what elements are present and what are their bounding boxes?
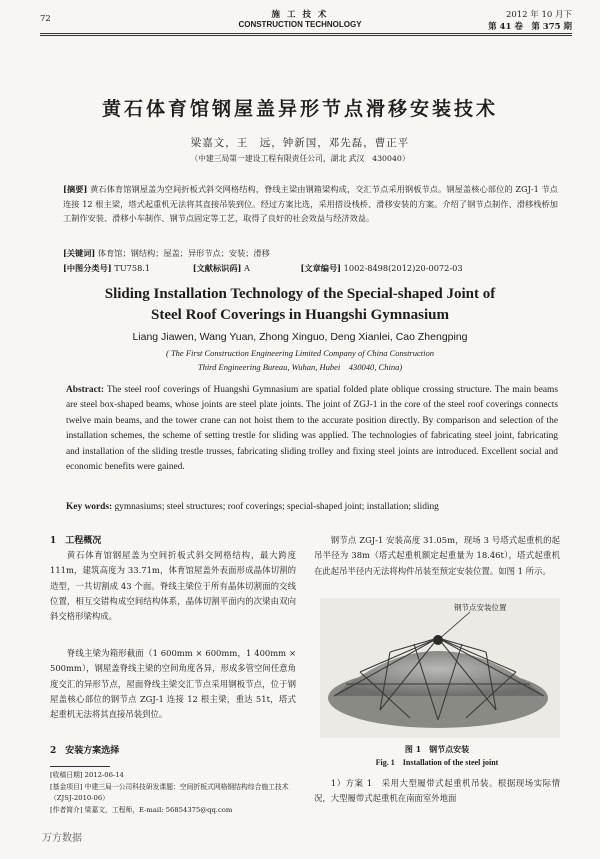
doc-code-value: A	[244, 263, 250, 273]
steel-roof-photo	[320, 598, 560, 738]
abstract-en-label: Abstract:	[66, 385, 105, 395]
figure-caption-cn: 图 1 钢节点安装	[404, 744, 470, 754]
clc-label: [中图分类号]	[63, 263, 112, 273]
figure-1	[320, 598, 560, 738]
keywords-cn-label: [关键词]	[63, 248, 96, 258]
right-para2: 1）方案 1 采用大型履带式起重机吊装。根据现场实际情况，大型履带式起重机在南面室外地面	[314, 778, 560, 804]
title-en-line1: Sliding Installation Technology of the Special-shaped Joint of	[104, 286, 496, 302]
keywords-en-text: gymnasiums; steel structures; roof coverings; special-shaped joint; installation; sliding	[114, 502, 439, 512]
doc-code-label: [文献标识码]	[192, 263, 242, 273]
title-cn: 黄石体育馆钢屋盖异形节点滑移安装技术	[101, 98, 498, 120]
header-rule-thin	[40, 35, 572, 36]
keywords-cn	[63, 246, 558, 261]
abstract-en-text: The steel roof coverings of Huangshi Gymnasium are spatial folded plate oblique crossing structure. The main beams are steel box-shaped beams, whose joints are steel plate joints. The joint of ZGJ-1 in the core of the steel roof coverings connects twelve main beams, and the tower crane can not hoist them to the accurate position directly. By comparison and selection of the installation schemes, the scheme of setting trestle for sliding was applied. The technologies of fabricating steel joint, fabricating and installation of the sliding trestle trusses, fabricating sliding trolley and fixing steel joints are introduced. Excellent social and economic benefits were gained.	[66, 385, 558, 473]
header-rule	[40, 33, 572, 34]
section1-para1: 黄石体育馆钢屋盖为空间折板式斜交网格结构，最大跨度 111m，建筑高度为 33.71m，体育馆屋盖外表面形成晶体切割的造型，一共切割成 43 个面。脊线主梁位于所有晶体切割面的交线位置，相互交错构成空间结构体系，晶体切割平面内的次梁由双向斜交格形梁构成。	[50, 550, 296, 622]
keywords-en	[66, 500, 558, 515]
section1-para2: 脊线主梁为箱形截面（1 600mm × 600mm，1 400mm × 500mm），钢屋盖脊线主梁的空间角度各异，形成多管空间任意角度交汇的异形节点，屋面脊线主梁交汇节点采用钢板节点，位于钢屋盖核心部位的钢节点 ZGJ-1 连接 12 根主梁，重达 51t，塔式起重机无法将其直接吊装到位。	[50, 648, 296, 720]
keywords-en-label: Key words:	[66, 502, 113, 512]
affiliation-cn: （中建三局第一建设工程有限责任公司，湖北 武汉 430040）	[190, 154, 410, 163]
journal-title-cn: 施 工 技 术	[271, 10, 329, 20]
abstract-cn-label: [摘要]	[63, 184, 88, 194]
watermark: 万方数据	[42, 833, 82, 844]
footnote-rule	[50, 766, 110, 767]
figure-caption-en: Fig. 1 Installation of the steel joint	[375, 758, 499, 767]
received-date: [收稿日期] 2012-06-14	[50, 771, 124, 779]
authors-en: Liang Jiawen, Wang Yuan, Zhong Xinguo, Deng Xianlei, Cao Zhengping	[132, 331, 468, 343]
journal-title-en: CONSTRUCTION TECHNOLOGY	[238, 20, 362, 29]
volume-issue: 第 41 卷 第 375 期	[488, 22, 572, 32]
title-en-line2: Steel Roof Coverings in Huangshi Gymnasium	[151, 307, 449, 323]
clc-value: TU758.1	[114, 263, 151, 273]
figure-annotation: 钢节点安装位置	[454, 603, 507, 612]
authors-cn: 梁嘉文，王 远，钟新国，邓先磊，曹正平	[190, 137, 410, 149]
article-no-label: [文章编号]	[300, 263, 342, 273]
section1-heading: 1 工程概况	[50, 536, 102, 546]
fund-note: [基金项目] 中建三局一公司科技研发课题：空间折板式网格钢结构综合施工技术（ZJSJ-2010-06）	[50, 782, 289, 802]
abstract-cn-text: 黄石体育馆钢屋盖为空间折板式斜交网格结构，脊线主梁由钢箱梁构成，交汇节点采用钢板节点。钢屋盖核心部位的 ZGJ-1 节点连接 12 根主梁，塔式起重机无法将其直接吊装到位。经过方案比选，采用搭设栈桥、滑移安装的方案。介绍了钢节点制作、滑移栈桥加工制作安装、滑移小车制作、钢节点固定等工艺，取得了良好的社会效益与经济效益。	[63, 184, 558, 224]
issue-date: 2012 年 10 月下	[505, 10, 572, 20]
right-para1: 钢节点 ZGJ-1 安装高度 31.05m，现场 3 号塔式起重机的起吊半径为 38m（塔式起重机额定起重量为 18.46t），塔式起重机在此起吊半径内无法将构件吊装至预定安装位置。如图 1 所示。	[314, 535, 560, 576]
classification-line	[63, 261, 558, 276]
keywords-cn-text: 体育馆；钢结构；屋盖；异形节点；安装；滑移	[97, 248, 270, 258]
footnotes	[50, 770, 296, 816]
abstract-cn	[63, 182, 558, 226]
page-number: 72	[40, 14, 51, 24]
author-note: [作者简介] 梁嘉文，工程师，E-mail: 56854375@qq.com	[50, 805, 233, 814]
article-no-value: 1002-8498(2012)20-0072-03	[343, 263, 463, 273]
affiliation-en-line2: Third Engineering Bureau, Wuhan, Hubei 430040, China)	[197, 362, 403, 372]
affiliation-en-line1: ( The First Construction Engineering Limited Company of China Construction	[166, 348, 434, 358]
abstract-en	[66, 383, 558, 475]
section2-heading: 2 安装方案选择	[50, 746, 120, 756]
